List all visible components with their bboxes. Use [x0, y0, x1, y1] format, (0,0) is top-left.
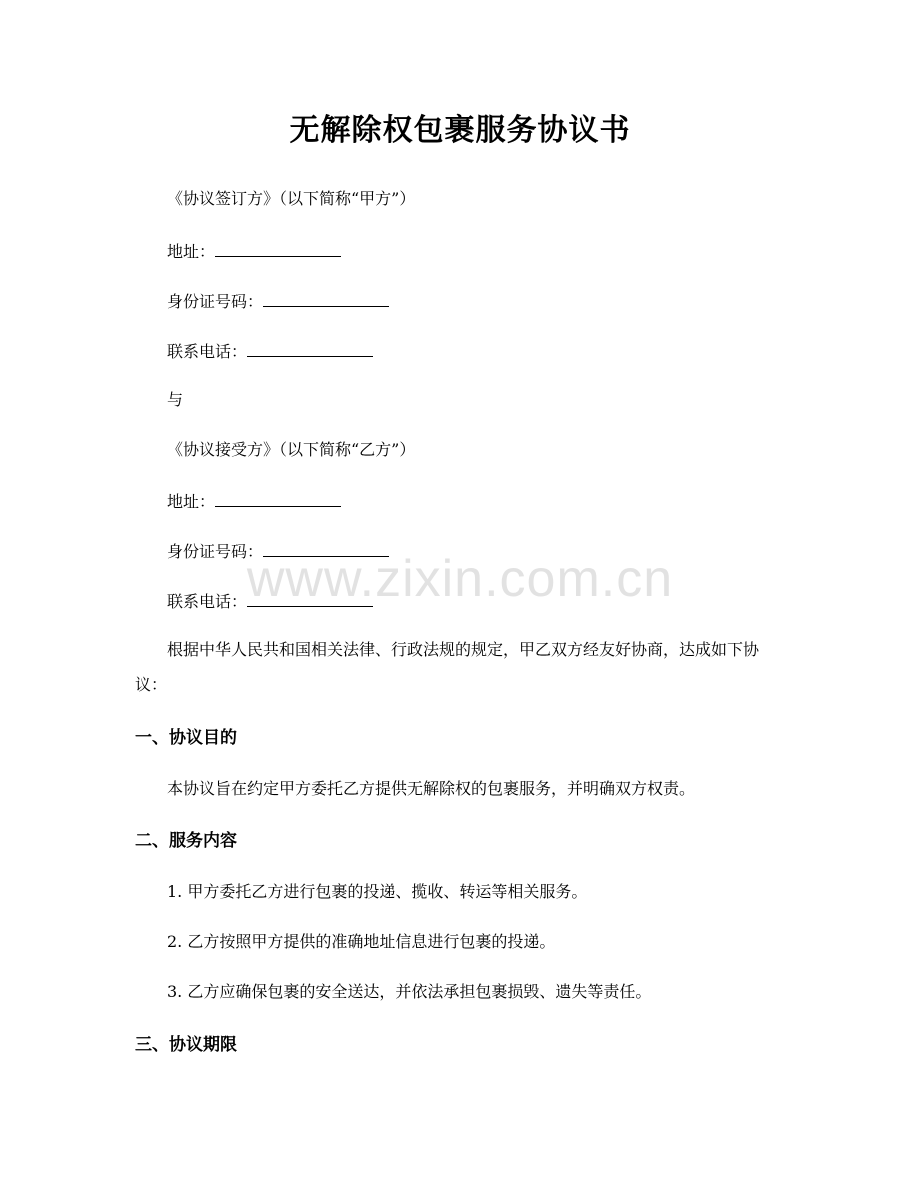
section-heading: 一、协议目的 — [135, 728, 237, 748]
party-a-id-blank — [263, 289, 389, 307]
party-a-phone-blank — [247, 339, 373, 357]
party-a-address-blank — [215, 239, 341, 257]
section-heading: 三、协议期限 — [135, 1035, 237, 1055]
party-b-id-label: 身份证号码： — [167, 542, 264, 561]
party-a-address-label: 地址： — [167, 242, 216, 261]
preamble-paragraph: 根据中华人民共和国相关法律、行政法规的规定，甲乙双方经友好协商，达成如下协议： — [135, 640, 760, 694]
party-a-intro: 《协议签订方》（以下简称“甲方”） — [167, 189, 416, 208]
conjunction: 与 — [167, 390, 184, 409]
watermark: www.zixin.com.cn — [246, 550, 674, 608]
section-paragraph: 1. 甲方委托乙方进行包裹的投递、揽收、转运等相关服务。 — [167, 882, 588, 901]
document-title: 无解除权包裹服务协议书 — [289, 113, 631, 148]
party-a-id — [167, 289, 389, 313]
section-paragraph: 本协议旨在约定甲方委托乙方提供无解除权的包裹服务，并明确双方权责。 — [167, 779, 696, 798]
party-a-phone — [167, 339, 373, 363]
party-b-phone-label: 联系电话： — [167, 592, 248, 611]
section-paragraph: 2. 乙方按照甲方提供的准确地址信息进行包裹的投递。 — [167, 932, 556, 951]
party-b-address — [167, 489, 341, 513]
party-b-address-blank — [215, 489, 341, 507]
party-a-address — [167, 239, 341, 263]
party-b-intro: 《协议接受方》（以下简称“乙方”） — [167, 440, 416, 459]
party-b-address-label: 地址： — [167, 492, 216, 511]
party-a-phone-label: 联系电话： — [167, 342, 248, 361]
section-paragraph: 3. 乙方应确保包裹的安全送达，并依法承担包裹损毁、遗失等责任。 — [167, 982, 652, 1001]
party-a-id-label: 身份证号码： — [167, 292, 264, 311]
section-heading: 二、服务内容 — [135, 831, 237, 851]
